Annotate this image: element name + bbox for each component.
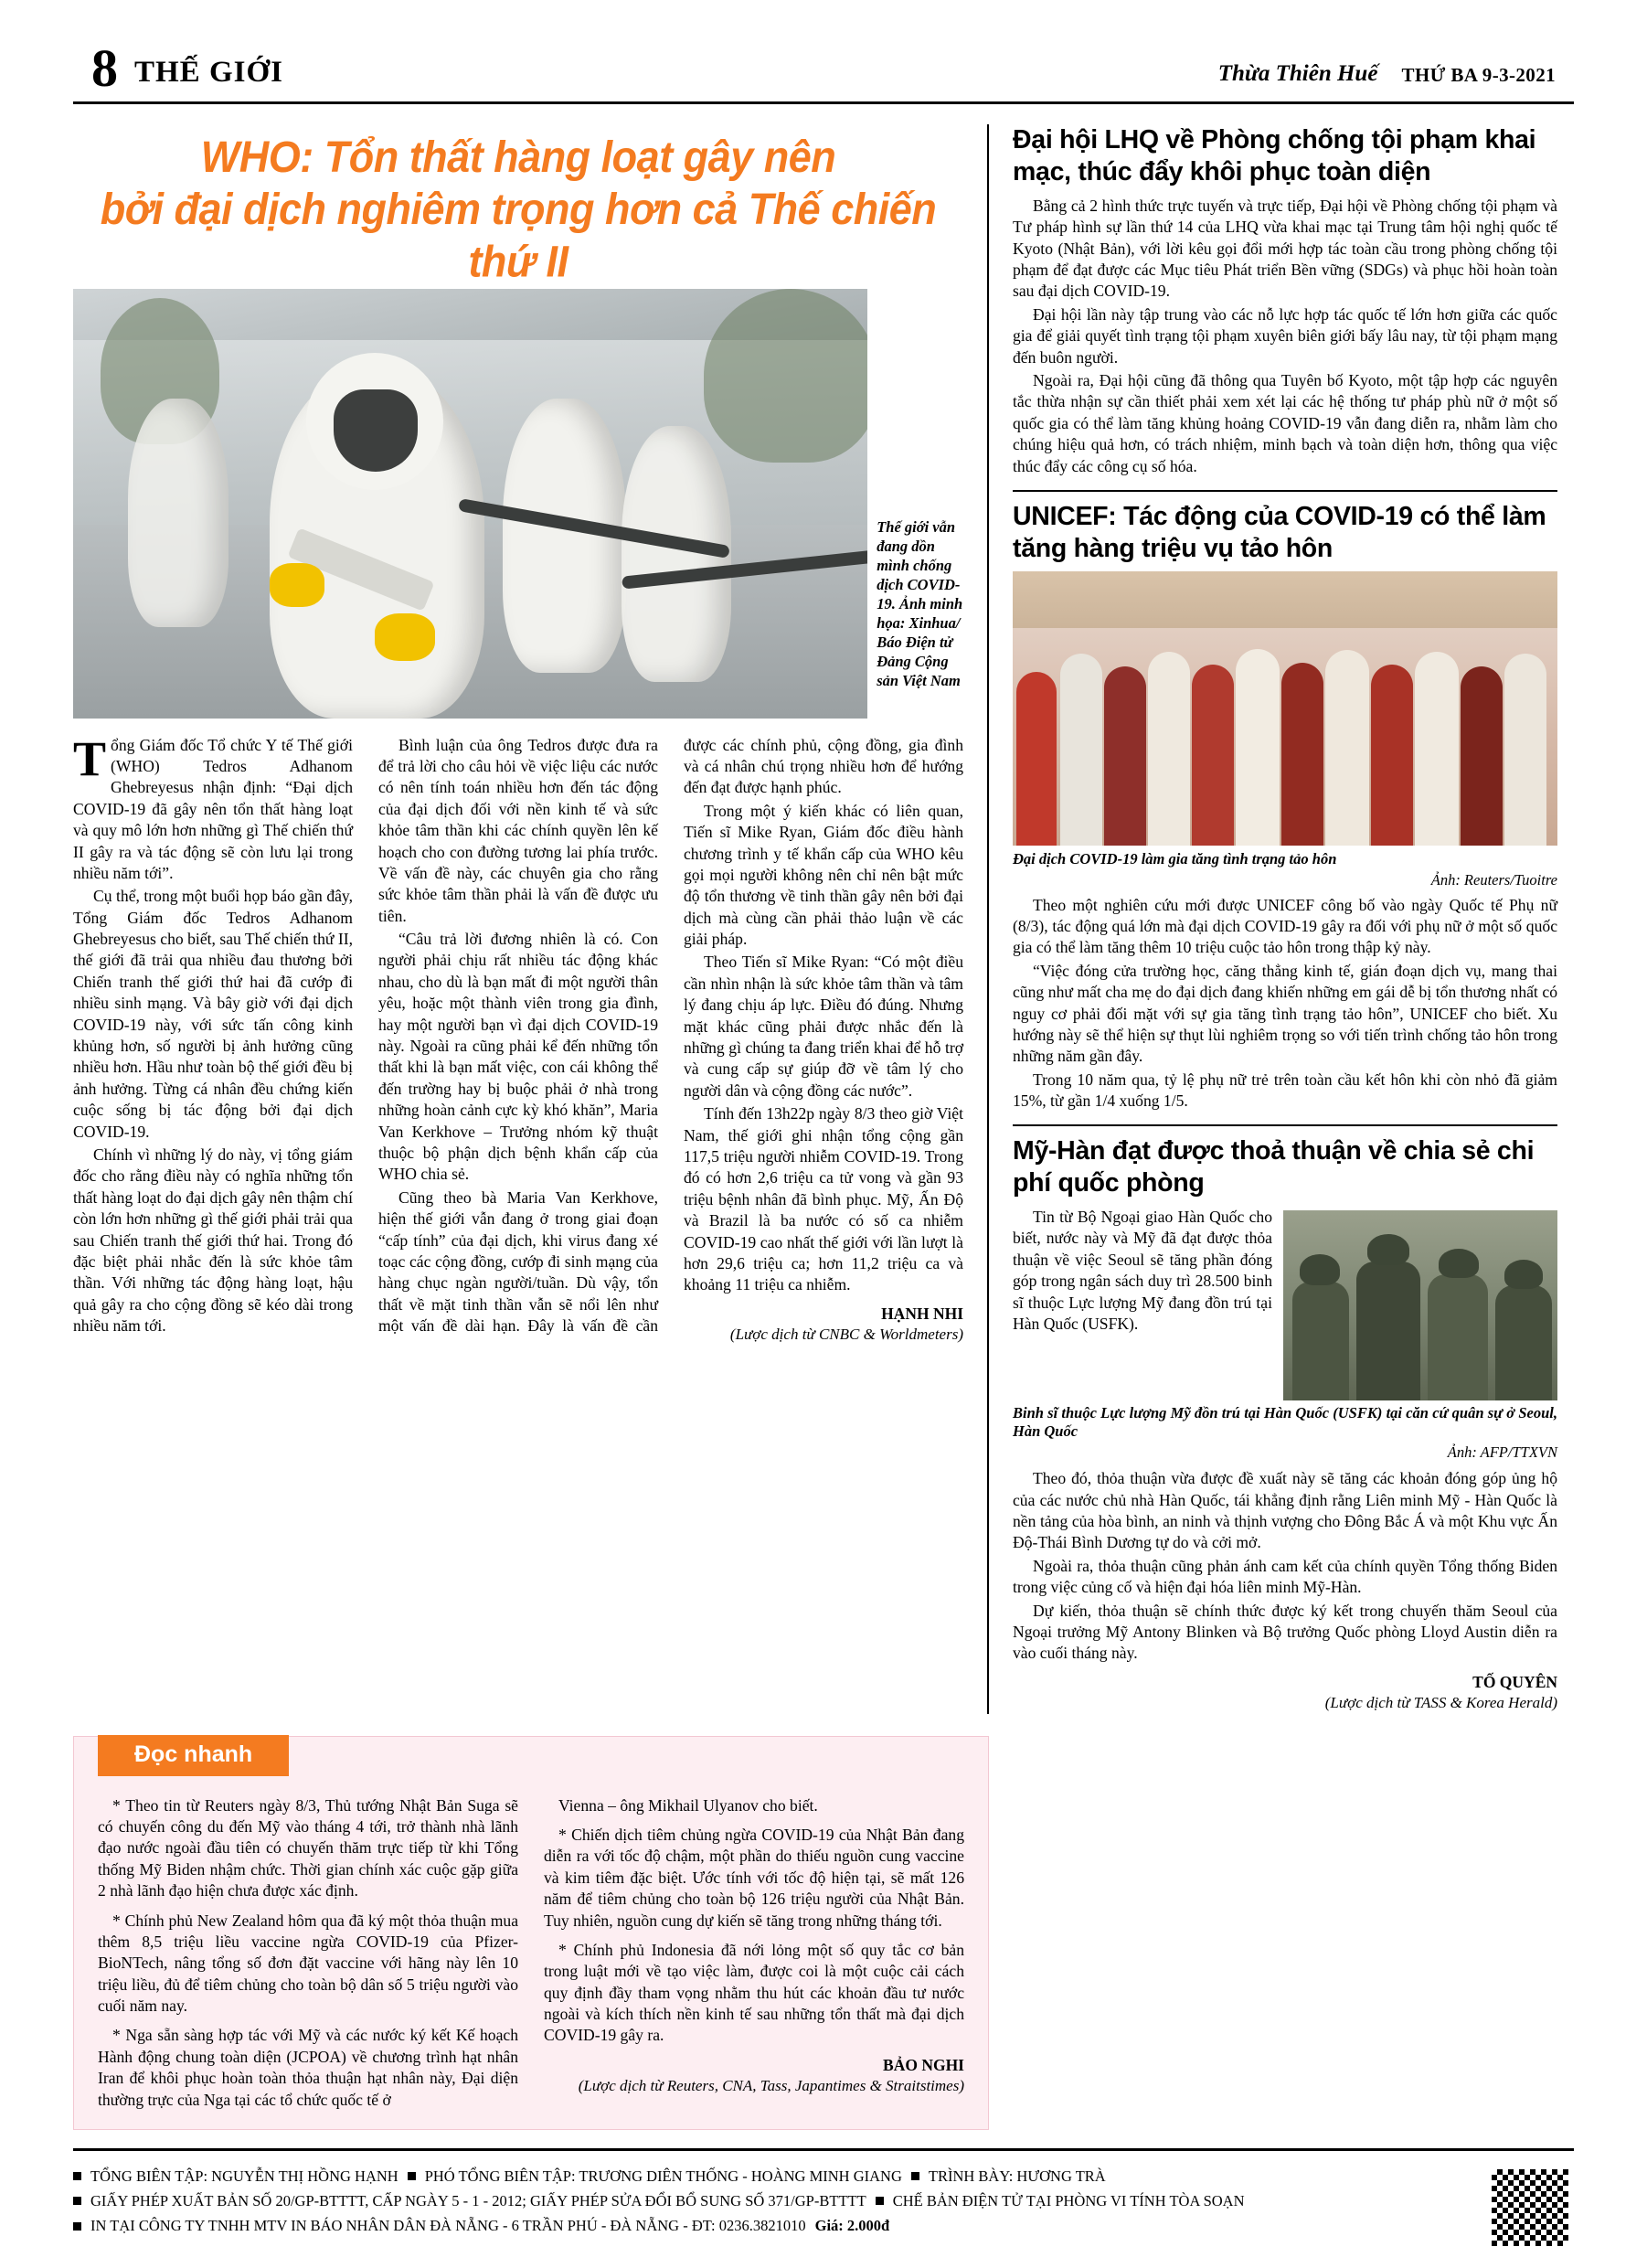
article-byline-source: (Lược dịch từ CNBC & Worldmeters) xyxy=(729,1326,963,1343)
page-footer xyxy=(73,2148,1574,2252)
qr-code xyxy=(1486,2164,1574,2252)
article-body xyxy=(1013,1207,1557,1714)
right-column xyxy=(989,124,1557,1713)
sidebar-article-un-congress xyxy=(1013,124,1557,477)
soldier-photo xyxy=(1283,1210,1557,1400)
bullet-square-icon xyxy=(73,2197,81,2205)
photo-soldier xyxy=(1356,1262,1420,1400)
paragraph: Ngoài ra, Đại hội cũng đã thông qua Tuyên bố Kyoto, một tập hợp các nguyên tắc thừa nhận sự cần thiết phải xem xét lại các hệ thống tư pháp phù nữ ở một số quốc gia có thể làm tăng khủng hoảng COVID-19 vẫn đang diễn ra, nhằm làm cho chúng hiệu quả hơn, có trách nhiệm, minh bạch và toàn diện hơn, thông qua việc thúc đẩy các công cụ số hóa. xyxy=(1013,370,1557,475)
paragraph: Cũng theo bà Maria Van Kerkhove, hiện thế giới vẫn đang ở trong giai đoạn “cấp tính” của đại dịch, khi virus đang xé toạc các cộng đồng, cướp đi sinh mạng của hàng chục ngàn người/tuần. Dù vậy, tổn thất về mặt tinh thần vẫn sẽ nổi lên như một vấn đề dài hạn. Đây là vấn đề cần được các chính phủ, cộng đồng, gia đình và cá nhân chú trọng nhiều hơn để hướng đến đạt được hạnh phúc. xyxy=(378,735,963,1336)
typesetting-info: CHẾ BẢN ĐIỆN TỬ TẠI PHÒNG VI TÍNH TÒA SOẠN xyxy=(892,2192,1245,2210)
photo-caption: Binh sĩ thuộc Lực lượng Mỹ đồn trú tại Hàn Quốc (USFK) tại căn cứ quân sự ở Seoul, Hàn Quốc xyxy=(1013,1404,1557,1441)
paragraph: Theo Tiến sĩ Mike Ryan: “Có một điều cần nhìn nhận là sức khỏe tâm thần và tâm lý đang chịu áp lực. Điều đó đúng. Nhưng mặt khác cũng phải được nhắc đến là những gì chúng ta đang triển khai để hỗ trợ và cung cấp sự giúp đỡ về tâm lý cho người dân và cộng đồng các nước”. xyxy=(684,953,963,1100)
quick-read-item: * Chiến dịch tiêm chủng ngừa COVID-19 của Nhật Bản đang diễn ra với tốc độ chậm, một phần do thiếu nguồn cung vaccine và kim tiêm đặc biệt. Ước tính với tốc độ hiện tại, sẽ mất 126 năm để tiêm chủng cho toàn bộ 126 triệu người của Nhật Bản. Tuy nhiên, nguồn cung dự kiến sẽ tăng trong những tháng tới. xyxy=(544,1825,964,1930)
page-number: 8 xyxy=(91,38,118,98)
paragraph: Bình luận của ông Tedros được đưa ra để trả lời cho câu hỏi về việc liệu các nước có nên tính toán nhiều hơn đến tác động của đại dịch đối với nền kinh tế và sức khỏe tâm thần khi các chính quyền lên kế hoạch cho con đường tương lai phía trước. Về vấn đề này, các chuyên gia cho rằng sức khỏe tâm thần phải là vấn đề được ưu tiên. xyxy=(378,735,658,925)
paragraph: “Việc đóng cửa trường học, căng thẳng kinh tế, gián đoạn dịch vụ, mang thai cũng như mất cha mẹ do đại dịch đang khiến những em gái dễ bị tổn thương nhất có nguy cơ phải đối mặt với sự gia tăng tình trạng tảo hôn”, UNICEF cho biết. Xu hướng này sẽ thể hiện sự thụt lùi nghiêm trọng so với tiến trình chống tảo hôn trong những năm gần đây. xyxy=(1013,961,1557,1066)
photo-figure xyxy=(1461,666,1503,846)
bullet-square-icon xyxy=(73,2222,81,2231)
quick-read-byline-source: (Lược dịch từ Reuters, CNA, Tass, Japantimes & Straitstimes) xyxy=(578,2077,964,2095)
photo-figure xyxy=(1192,665,1234,846)
paragraph: Cụ thể, trong một buổi họp báo gần đây, Tổng Giám đốc Tedros Adhanom Ghebreyesus cho biết, sau Thế chiến thứ II, thế giới đã trải qua nhiều đau thương bởi Chiến tranh thế giới thứ hai đã cướp đi nhiều sinh mạng. Và bây giờ với đại dịch COVID-19 này, với sức tấn công kinh khủng hơn, số người bị ảnh hưởng cũng nhiều hơn. Hầu như toàn bộ thế giới đều bị ảnh hưởng. Từng cá nhân đều chứng kiến cuộc sống bị tác động bởi đại dịch COVID-19. xyxy=(73,887,353,1141)
quick-read-item: * Nga sẵn sàng hợp tác với Mỹ và các nước ký kết Kế hoạch Hành động chung toàn diện (JCPOA) về chương trình hạt nhân Iran để khôi phục hoàn toàn thỏa thuận hạt nhân này, Đại diện thường trực của Nga tại các tổ chức quốc tế ở xyxy=(98,2026,518,2109)
main-article-body xyxy=(73,730,963,1346)
photo-figure xyxy=(1016,672,1057,846)
quick-read-item: Vienna – ông Mikhail Ulyanov cho biết. xyxy=(558,1795,818,1815)
paragraph: Trong một ý kiến khác có liên quan, Tiến sĩ Mike Ryan, Giám đốc điều hành chương trình y tế khẩn cấp của WHO kêu gọi mọi người không nên chỉ nên bật mức độ tổn thương về tinh thần gây nên bởi đại dịch mà cùng cần phải thảo luận về các giải pháp. xyxy=(684,801,963,949)
quick-read-byline: BẢO NGHI xyxy=(883,2055,964,2074)
photo-figure xyxy=(1104,666,1146,846)
photo-helmet xyxy=(1367,1234,1409,1265)
bullet-square-icon xyxy=(73,2172,81,2180)
section-rule xyxy=(1013,1124,1557,1126)
drop-cap: T xyxy=(73,730,107,786)
paper-date: THỨ BA 9-3-2021 xyxy=(1401,64,1556,87)
photo-figure xyxy=(1415,652,1459,846)
paragraph: Bằng cả 2 hình thức trực tuyến và trực tiếp, Đại hội về Phòng chống tội phạm và Tư pháp hình sự lần thứ 14 của LHQ vừa khai mạc tại Trung tâm hội nghị quốc tế Kyoto (Nhật Bản), với lời kêu gọi đổi mới hợp tác toàn cầu trong phòng chống tội phạm để đạt được các Mục tiêu Phát triển Bền vững (SDGs) và phục hồi hoàn toàn sau đại dịch COVID-19. xyxy=(1013,196,1557,301)
photo-soldier xyxy=(1428,1274,1488,1400)
paragraph: Dự kiến, thỏa thuận sẽ chính thức được ký kết trong chuyến thăm Seoul của Ngoại trưởng Mỹ Antony Blinken và Bộ trưởng Quốc phòng Lloyd Austin diễn ra vào cuối tháng này. xyxy=(1013,1601,1557,1663)
printing-info: IN TẠI CÔNG TY TNHH MTV IN BÁO NHÂN DÂN ĐÀ NẴNG - 6 TRẦN PHÚ - ĐÀ NẴNG - ĐT: 0236.3821010 xyxy=(90,2217,806,2235)
photo-figure xyxy=(1504,654,1546,846)
masthead xyxy=(73,37,1574,104)
photo-glove xyxy=(270,563,324,607)
masthead-right xyxy=(1218,61,1556,91)
article-body xyxy=(1013,196,1557,477)
paragraph-text: ổng Giám đốc Tổ chức Y tế Thế giới (WHO) Tedros Adhanom Ghebreyesus nhận định: “Đại dịch COVID-19 đã gây nên tổn thất hàng loạt và quy mô lớn hơn những gì Thế chiến thứ II gây ra và tác động sẽ còn lưu lại trong nhiều năm tới”. xyxy=(73,735,353,882)
footer-line-2 xyxy=(73,2188,1245,2213)
photo-figure xyxy=(1371,665,1413,846)
paragraph: Trong 10 năm qua, tỷ lệ phụ nữ trẻ trên toàn cầu kết hôn khi còn nhỏ đã giảm 15%, từ gần 1/4 xuống 1/5. xyxy=(1013,1070,1557,1111)
main-photo xyxy=(73,289,867,719)
photo-figure xyxy=(1236,649,1280,846)
bullet-square-icon xyxy=(408,2172,416,2180)
quick-read-item: * Chính phủ New Zealand hôm qua đã ký một thỏa thuận mua thêm 8,5 triệu liều vaccine ngừa COVID-19 của Pfizer-BioNTech, nâng tổng số đơn đặt vaccine với hãng này lên 10 triệu liều, đủ để tiêm chủng cho toàn bộ dân số 5 triệu người vào cuối năm nay. xyxy=(98,1911,518,2016)
article-byline-source: (Lược dịch từ TASS & Korea Herald) xyxy=(1324,1693,1557,1711)
wedding-photo xyxy=(1013,571,1557,846)
photo-glove xyxy=(375,613,435,661)
article-title: Đại hội LHQ về Phòng chống tội phạm khai mạc, thúc đẩy khôi phục toàn diện xyxy=(1013,125,1536,187)
article-byline: TỐ QUYÊN xyxy=(1472,1672,1557,1691)
page-content xyxy=(73,124,1574,1713)
photo-tree xyxy=(704,289,867,463)
photo-helmet xyxy=(1504,1260,1543,1289)
sidebar-article-us-korea xyxy=(1013,1135,1557,1713)
photo-credit: Ảnh: Reuters/Tuoitre xyxy=(1430,870,1557,889)
footer-line-1 xyxy=(73,2164,1245,2188)
left-column xyxy=(73,124,987,1713)
paragraph: Chính vì những lý do này, vị tổng giám đốc cho rằng điều này có nghĩa những tổn thất hàng loạt do đại dịch gây nên thậm chí còn lớn hơn những gì thế giới phải trải qua sau Chiến tranh thế giới thứ hai. Trong đó đặc biệt phải nhắc đến là sức khỏe tâm thần. Với những tác động hàng loạt, hậu quả gây ra cho cộng đồng sẽ kéo dài trong nhiều năm tới. xyxy=(73,1145,353,1336)
photo-helmet xyxy=(1439,1249,1479,1278)
photo-figure xyxy=(1060,654,1102,846)
headline-line-2: bởi đại dịch nghiêm trọng hơn cả Thế chiến thứ II xyxy=(100,184,937,287)
price-label: Giá: 2.000đ xyxy=(814,2217,890,2235)
section-name: THẾ GIỚI xyxy=(134,56,283,89)
layout-credit: TRÌNH BÀY: HƯƠNG TRÀ xyxy=(928,2167,1106,2186)
quick-read-item: * Theo tin từ Reuters ngày 8/3, Thủ tướng Nhật Bản Suga sẽ có chuyến công du đến Mỹ vào tháng 4 tới, trở thành nhà lãnh đạo nước ngoài đầu tiên có chuyến thăm trực tiếp từ khi Tổng thống Mỹ Biden nhậm chức. Thời gian chính xác cuộc gặp giữa 2 nhà lãnh đạo hiện chưa được xác định. xyxy=(98,1795,518,1901)
article-body xyxy=(1013,895,1557,1113)
quick-read-tab: Đọc nhanh xyxy=(98,1735,289,1776)
quick-read-columns xyxy=(98,1753,964,2111)
article-byline: HẠNH NHI xyxy=(881,1304,963,1323)
main-headline xyxy=(73,124,963,302)
paragraph: Theo đó, thỏa thuận vừa được đề xuất này sẽ tăng các khoản đóng góp ủng hộ của các nước chủ nhà Hàn Quốc, tái khẳng định rằng Liên minh Mỹ - Hàn Quốc là nền tảng của hòa bình, an ninh và thịnh vượng cho Đông Bắc Á và một Khu vực Ấn Độ-Thái Bình Dương tự do và cởi mở. xyxy=(1013,1469,1557,1552)
deputy-editors: PHÓ TỔNG BIÊN TẬP: TRƯƠNG DIÊN THỐNG - HOÀNG MINH GIANG xyxy=(424,2167,902,2186)
headline-line-1: WHO: Tổn thất hàng loạt gây nên xyxy=(200,131,836,182)
photo-caption: Đại dịch COVID-19 làm gia tăng tình trạng tảo hôn xyxy=(1013,850,1337,868)
masthead-left xyxy=(91,38,283,98)
paper-name: Thừa Thiên Huế xyxy=(1217,61,1378,87)
paragraph: Ngoài ra, thỏa thuận cũng phản ánh cam kết của chính quyền Tổng thống Biden trong việc củng cố và hiện đại hóa liên minh Mỹ-Hàn. xyxy=(1013,1556,1557,1597)
photo-figure xyxy=(1281,663,1323,846)
photo-worker-background xyxy=(128,399,228,627)
paragraph: “Câu trả lời đương nhiên là có. Con người phải chịu rất nhiều tác động khác nhau, cho dù là bạn mất đi một người thân yêu, hoặc một thành viên trong gia đình, hay một người bạn vì đại dịch COVID-19 này. Ngoài ra cũng phải kể đến những tổn thất khi là bạn mất việc, con cái không thể đến trường hay bị buộc phải ở nhà trong những hoàn cảnh cực kỳ khó khăn”, Maria Van Kerkhove – Trưởng nhóm kỹ thuật thuộc bộ phận dịch bệnh khẩn cấp của WHO chia sẻ. xyxy=(378,930,658,1184)
photo-figure xyxy=(1148,652,1190,846)
paragraph xyxy=(73,730,353,885)
photo-backdrop xyxy=(1013,571,1557,628)
bullet-square-icon xyxy=(876,2197,884,2205)
photo-soldier xyxy=(1292,1282,1349,1400)
main-photo-row xyxy=(73,289,963,719)
quick-read-box xyxy=(73,1736,989,2130)
footer-line-3 xyxy=(73,2213,1245,2238)
section-rule xyxy=(1013,490,1557,492)
quick-read-inner xyxy=(74,1737,988,2129)
main-photo-caption: Thế giới vẫn đang dồn mình chống dịch COVID-19. Ảnh minh họa: Xinhua/ Báo Điện tử Đảng Cộng sản Việt Nam xyxy=(877,517,963,690)
article-title: Mỹ-Hàn đạt được thoả thuận về chia sẻ chi phí quốc phòng xyxy=(1013,1136,1535,1198)
paragraph: Đại hội lần này tập trung vào các nỗ lực hợp tác quốc tế lớn hơn giữa các quốc gia để giải quyết tình trạng tội phạm xuyên biên giới bấy lâu nay, từ tội phạm mạng đến buôn người. xyxy=(1013,304,1557,367)
footer-text xyxy=(73,2164,1245,2239)
bullet-square-icon xyxy=(911,2172,919,2180)
photo-credit: Ảnh: AFP/TTXVN xyxy=(1447,1443,1557,1462)
article-title: UNICEF: Tác động của COVID-19 có thể làm tăng hàng triệu vụ tảo hôn xyxy=(1013,501,1546,563)
license-info: GIẤY PHÉP XUẤT BẢN SỐ 20/GP-BTTTT, CẤP NGÀY 5 - 1 - 2012; GIẤY PHÉP SỬA ĐỔI BỔ SUNG SỐ 371/GP-BTTTT xyxy=(90,2192,866,2210)
photo-helmet xyxy=(1300,1254,1340,1285)
editor-in-chief: TỔNG BIÊN TẬP: NGUYỄN THỊ HỒNG HẠNH xyxy=(90,2167,398,2186)
paragraph: Tin từ Bộ Ngoại giao Hàn Quốc cho biết, nước này và Mỹ đã đạt được thỏa thuận về việc Seoul sẽ tăng phần đóng góp trong ngân sách duy trì 28.500 binh sĩ thuộc Lực lượng Mỹ đang đồn trú tại Hàn Quốc (USFK). xyxy=(1013,1208,1272,1333)
quick-read-item: * Chính phủ Indonesia đã nới lỏng một số quy tắc cơ bản trong luật mới về tạo việc làm, được coi là một cuộc cải cách quy định đầy tham vọng nhằm thu hút các khoản đầu tư nước ngoài và kích thích nền kinh tế sau những tổn thất mà đại dịch COVID-19 gây ra. xyxy=(544,1940,964,2045)
photo-respirator xyxy=(334,389,418,472)
paragraph: Tính đến 13h22p ngày 8/3 theo giờ Việt Nam, thế giới ghi nhận tổng cộng gần 117,5 triệu người nhiễm COVID-19. Trong đó có hơn 2,6 triệu ca tử vong và gần 93 triệu bệnh nhân đã bình phục. Mỹ, Ấn Độ và Brazil là ba nước có số ca nhiễm COVID-19 cao nhất thế giới với lần lượt là hơn 29,6 triệu ca; hơn 11,2 triệu ca và khoảng 11 triệu ca nhiễm. xyxy=(684,1104,963,1294)
photo-soldier xyxy=(1495,1285,1552,1400)
sidebar-article-unicef xyxy=(1013,501,1557,1113)
paragraph: Theo một nghiên cứu mới được UNICEF công bố vào ngày Quốc tế Phụ nữ (8/3), tác động quá lớn mà đại dịch COVID-19 gây ra đối với phụ nữ ở một số quốc gia có thể làm tăng thêm 10 triệu cuộc tảo hôn trong thập kỷ này. xyxy=(1013,895,1557,957)
photo-figure xyxy=(1325,650,1369,846)
